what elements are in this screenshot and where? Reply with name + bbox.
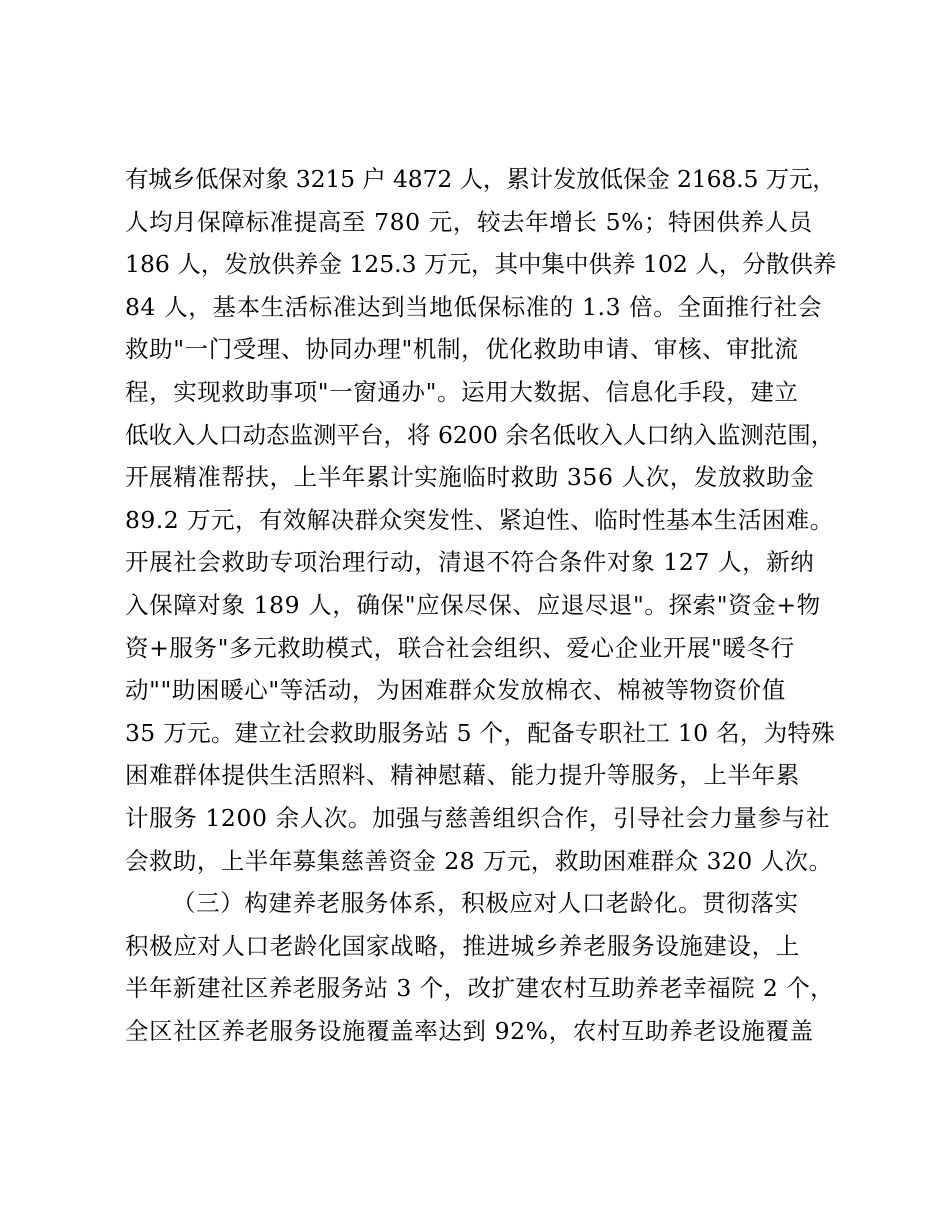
- text-line: 有城乡低保对象 3215 户 4872 人，累计发放低保金 2168.5 万元，: [125, 165, 836, 193]
- section-heading-line: （三）构建养老服务体系，积极应对人口老龄化。贯彻落实: [172, 889, 799, 918]
- text-line: 动""助困暖心"等活动，为困难群众发放棉衣、棉被等物资价值: [125, 676, 786, 705]
- text-line: 程，实现救助事项"一窗通办"。运用大数据、信息化手段，建立: [125, 377, 799, 406]
- text-line: 资+服务"多元救助模式，联合社会组织、爱心企业开展"暖冬行: [125, 633, 795, 662]
- text-line: 困难群体提供生活照料、精神慰藉、能力提升等服务，上半年累: [125, 761, 800, 790]
- text-line: 半年新建社区养老服务站 3 个，改扩建农村互助养老幸福院 2 个，: [125, 974, 835, 1003]
- text-line: 35 万元。建立社会救助服务站 5 个，配备专职社工 10 名，为特殊: [125, 718, 836, 747]
- body-text: [125, 158, 837, 1052]
- text-line: 低收入人口动态监测平台，将 6200 余名低收入人口纳入监测范围，: [125, 420, 835, 449]
- text-line: 积极应对人口老龄化国家战略，推进城乡养老服务设施建设，上: [125, 931, 800, 960]
- text-line: 人均月保障标准提高至 780 元，较去年增长 5%；特困供养人员: [125, 207, 813, 236]
- text-line: 89.2 万元，有效解决群众突发性、紧迫性、临时性基本生活困难。: [125, 505, 834, 534]
- text-line: 开展精准帮扶，上半年累计实施临时救助 356 人次，发放救助金: [125, 463, 815, 492]
- text-line: 计服务 1200 余人次。加强与慈善组织合作，引导社会力量参与社: [125, 803, 830, 832]
- text-line: 会救助，上半年募集慈善资金 28 万元，救助困难群众 320 人次。: [125, 846, 833, 875]
- text-line: 84 人，基本生活标准达到当地低保标准的 1.3 倍。全面推行社会: [125, 292, 822, 321]
- text-line: 186 人，发放供养金 125.3 万元，其中集中供养 102 人，分散供养: [125, 250, 837, 279]
- text-line: 全区社区养老服务设施覆盖率达到 92%，农村互助养老设施覆盖: [125, 1016, 814, 1045]
- text-line: 入保障对象 189 人，确保"应保尽保、应退尽退"。探索"资金+物: [125, 590, 821, 619]
- text-line: 开展社会救助专项治理行动，清退不符合条件对象 127 人，新纳: [125, 548, 815, 577]
- text-line: 救助"一门受理、协同办理"机制，优化救助申请、审核、审批流: [125, 335, 799, 364]
